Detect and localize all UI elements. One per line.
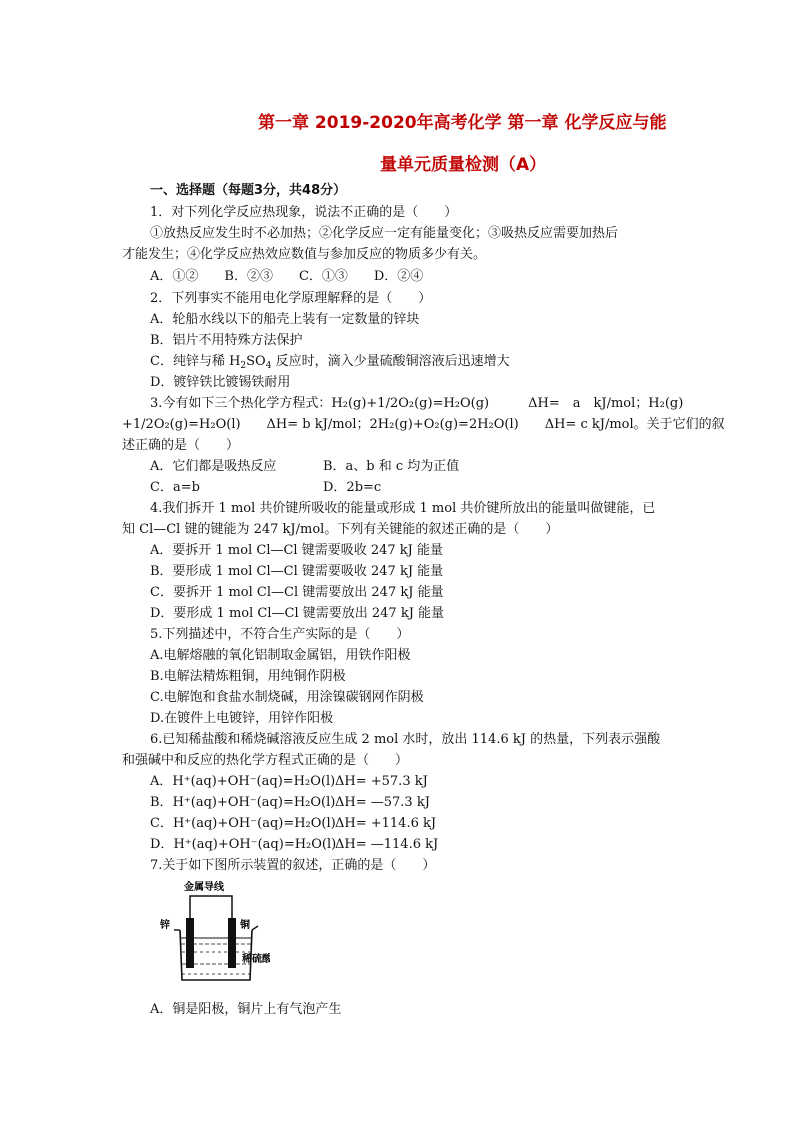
q6-a-equation: H⁺(aq)+OH⁻(aq)=H₂O(l) xyxy=(172,774,336,789)
q6-a-label: A． xyxy=(150,774,173,789)
q2-c-mid: SO xyxy=(246,354,266,369)
q6-d-equation: H⁺(aq)+OH⁻(aq)=H₂O(l) xyxy=(173,837,337,852)
q6-option-d xyxy=(150,835,336,855)
q4-option-b: B．要形成 1 mol Cl—Cl 键需要吸收 247 kJ 能量 xyxy=(150,564,444,579)
q2-c-pre: C．纯锌与稀 H xyxy=(150,354,241,369)
q4-line1: 4.我们拆开 1 mol 共价键所吸收的能量或形成 1 mol 共价键所放出的能量叫做键能，已 xyxy=(150,501,656,516)
page-title-line1: 第一章 2019-2020年高考化学 第一章 化学反应与能 xyxy=(258,113,667,133)
q2-c-post: 反应时，滴入少量硫酸铜溶液后迅速增大 xyxy=(271,354,510,369)
q2-c-sub1: 2 xyxy=(240,361,247,371)
q2-option-a: A．轮船水线以下的船壳上装有一定数量的锌块 xyxy=(150,312,420,327)
q6-option-b xyxy=(150,793,335,813)
metal-wire xyxy=(190,896,232,918)
copper-label: 铜 xyxy=(240,920,250,931)
q6-option-c-dh: ΔH= +114.6 kJ xyxy=(335,816,437,831)
q2-option-d: D．镀锌铁比镀锡铁耐用 xyxy=(150,375,291,390)
galvanic-cell-diagram xyxy=(160,880,270,985)
q3-line3: 述正确的是（ ） xyxy=(122,438,240,453)
wire-label: 金属导线 xyxy=(184,882,224,893)
q4-option-c: C．要拆开 1 mol Cl—Cl 键需要放出 247 kJ 能量 xyxy=(150,585,444,600)
q6-d-label: D． xyxy=(150,837,174,852)
q1-options: A．①② B．②③ C．①③ D．②④ xyxy=(150,269,424,284)
q6-line1: 6.已知稀盐酸和稀烧碱溶液反应生成 2 mol 水时，放出 114.6 kJ 的热量，下列表示强酸 xyxy=(150,732,661,747)
q6-b-equation: H⁺(aq)+OH⁻(aq)=H₂O(l) xyxy=(172,795,336,810)
q2-c-sub2: 4 xyxy=(265,361,272,371)
q4-option-d: D．要形成 1 mol Cl—Cl 键需要放出 247 kJ 能量 xyxy=(150,606,445,621)
q4-option-a: A．要拆开 1 mol Cl—Cl 键需要吸收 247 kJ 能量 xyxy=(150,543,444,558)
q5-stem: 5.下列描述中，不符合生产实际的是（ ） xyxy=(150,627,410,642)
q3-option-a: A．它们都是吸热反应 xyxy=(150,459,277,474)
q1-body-line2: 才能发生；④化学反应热效应数值与参加反应的物质多少有关。 xyxy=(122,247,487,262)
q3-option-d: D．2b=c xyxy=(323,480,382,495)
q6-option-a-dh: ΔH= +57.3 kJ xyxy=(335,774,428,789)
q1-body-line1: ①放热反应发生时不必加热；②化学反应一定有能量变化；③吸热反应需要加热后 xyxy=(150,226,619,241)
q5-option-d: D.在镀件上电镀锌，用锌作阳极 xyxy=(150,711,334,726)
section-heading: 一、选择题（每题3分，共48分） xyxy=(150,183,347,198)
acid-label: 稀硫酸 xyxy=(242,954,270,965)
q7-option-a: A．铜是阳极，铜片上有气泡产生 xyxy=(150,1002,342,1017)
q6-c-label: C． xyxy=(150,816,173,831)
beaker-spout xyxy=(252,926,258,930)
zinc-electrode xyxy=(186,918,194,968)
q2-option-b: B．铝片不用特殊方法保护 xyxy=(150,333,303,348)
q6-option-c xyxy=(150,814,336,834)
q3-line2: +1/2O₂(g)=H₂O(l) ΔH= b kJ/mol；2H₂(g)+O₂(g)=2H₂O(l) ΔH= c kJ/mol。关于它们的叙 xyxy=(122,417,725,432)
copper-electrode xyxy=(228,918,236,968)
q5-option-c: C.电解饱和食盐水制烧碱，用涂镍碳钢网作阴极 xyxy=(150,690,424,705)
galvanic-cell-figure xyxy=(160,880,270,985)
q4-line2: 知 Cl—Cl 键的键能为 247 kJ/mol。下列有关键能的叙述正确的是（ ） xyxy=(122,522,559,537)
q5-option-b: B.电解法精炼粗铜，用纯铜作阴极 xyxy=(150,669,346,684)
q6-option-b-dh: ΔH= —57.3 kJ xyxy=(335,795,430,810)
q2-stem: 2．下列事实不能用电化学原理解释的是（ ） xyxy=(150,291,432,306)
q5-option-a: A.电解熔融的氧化铝制取金属铝，用铁作阳极 xyxy=(150,648,411,663)
q3-line1: 3.今有如下三个热化学方程式：H₂(g)+1/2O₂(g)=H₂O(g) ΔH= a kJ/mol；H₂(g) xyxy=(150,396,684,411)
q6-c-equation: H⁺(aq)+OH⁻(aq)=H₂O(l) xyxy=(172,816,336,831)
q3-option-c: C．a=b xyxy=(150,480,200,495)
q6-line2: 和强碱中和反应的热化学方程式正确的是（ ） xyxy=(122,753,409,768)
q6-b-label: B． xyxy=(150,795,173,810)
q1-stem: 1．对下列化学反应热现象，说法不正确的是（ ） xyxy=(150,205,458,220)
page-title-line2: 量单元质量检测（A） xyxy=(380,155,547,175)
q6-option-a xyxy=(150,772,335,792)
q3-option-b: B．a、b 和 c 均为正值 xyxy=(323,459,460,474)
q7-stem: 7.关于如下图所示装置的叙述，正确的是（ ） xyxy=(150,858,436,873)
zinc-label: 锌 xyxy=(160,920,170,931)
q6-option-d-dh: ΔH= —114.6 kJ xyxy=(335,837,439,852)
